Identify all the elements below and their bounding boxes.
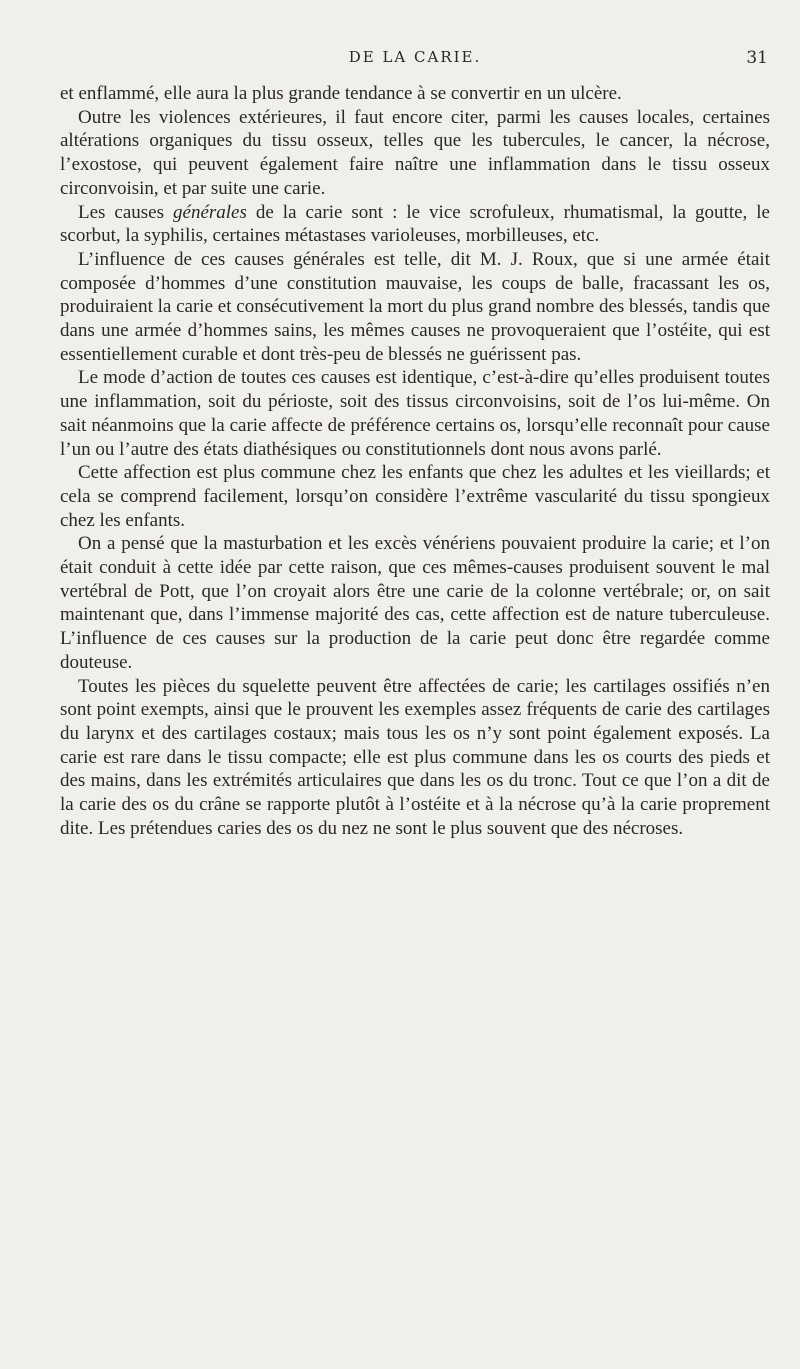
paragraph: Le mode d’action de toutes ces causes est identique, c’est-à-dire qu’elles produisent toutes une inflammation, soit du périoste, soit des tissus circonvoisins, soit de l’os lui-même. On sait néanmoins que la carie affecte de préférence certains os, lorsqu’elle reconnaît pour cause l’un ou l’autre des états diathésiques ou constitutionnels dont nous avons parlé. [60, 367, 770, 460]
page-header [60, 48, 770, 82]
running-title: DE LA CARIE. [348, 48, 482, 66]
paragraph [60, 201, 770, 248]
emphasized-word: générales [173, 201, 247, 223]
paragraph-text: Les causes [78, 201, 174, 223]
paragraph: Toutes les pièces du squelette peuvent être affectées de carie; les cartilages ossifiés n’en sont point exempts, ainsi que le prouvent les exemples assez fréquents de carie des cartilages du larynx et des cartilages costaux; mais tous les os n’y sont point également exposés. La carie est rare dans le tissu compacte; elle est plus commune dans les os courts des pieds et des mains, dans les extrémités articulaires que dans les os du tronc. Tout ce que l’on a dit de la carie des os du crâne se rapporte plutôt à l’ostéite et à la nécrose qu’à la carie proprement dite. Les prétendues caries des os du nez ne sont le plus souvent que des nécroses. [60, 675, 770, 839]
paragraph: Cette affection est plus commune chez les enfants que chez les adultes et les vieillards; et cela se comprend facilement, lorsqu’on considère l’extrême vascularité du tissu spongieux chez les enfants. [60, 462, 770, 531]
body-text [60, 82, 770, 841]
paragraph: On a pensé que la masturbation et les excès vénériens pouvaient produire la carie; et l’on était conduit à cette idée par cette raison, que ces mêmes-causes produisent souvent le mal vertébral de Pott, que l’on croyait alors être une carie de la colonne vertébrale; or, on sait maintenant que, dans l’immense majorité des cas, cette affection est de nature tuberculeuse. L’influence de ces causes sur la production de la carie peut donc être regardée comme douteuse. [60, 533, 770, 673]
page-number: 31 [746, 48, 768, 68]
paragraph: Outre les violences extérieures, il faut encore citer, parmi les causes locales, certaines altérations organiques du tissu osseux, telles que les tubercules, le cancer, la nécrose, l’exostose, qui peuvent également faire naître une inflammation dans le tissu osseux circonvoisin, et par suite une carie. [60, 106, 770, 199]
book-page [60, 48, 770, 841]
paragraph: L’influence de ces causes générales est telle, dit M. J. Roux, que si une armée était composée d’hommes d’une constitution mauvaise, les coups de balle, fracassant les os, produiraient la carie et consécutivement la mort du plus grand nombre des blessés, tandis que dans une armée d’hommes sains, les mêmes causes ne provoqueraient que l’ostéite, qui est essentiellement curable et dont très-peu de blessés ne guérissent pas. [60, 248, 770, 365]
paragraph-text: de la carie sont : le vice scrofuleux, rhumatismal, la goutte, le scorbut, la syphilis, certaines métastases varioleuses, morbilleuses, etc. [60, 201, 770, 247]
paragraph-continuation: et enflammé, elle aura la plus grande tendance à se convertir en un ulcère. [60, 83, 622, 104]
